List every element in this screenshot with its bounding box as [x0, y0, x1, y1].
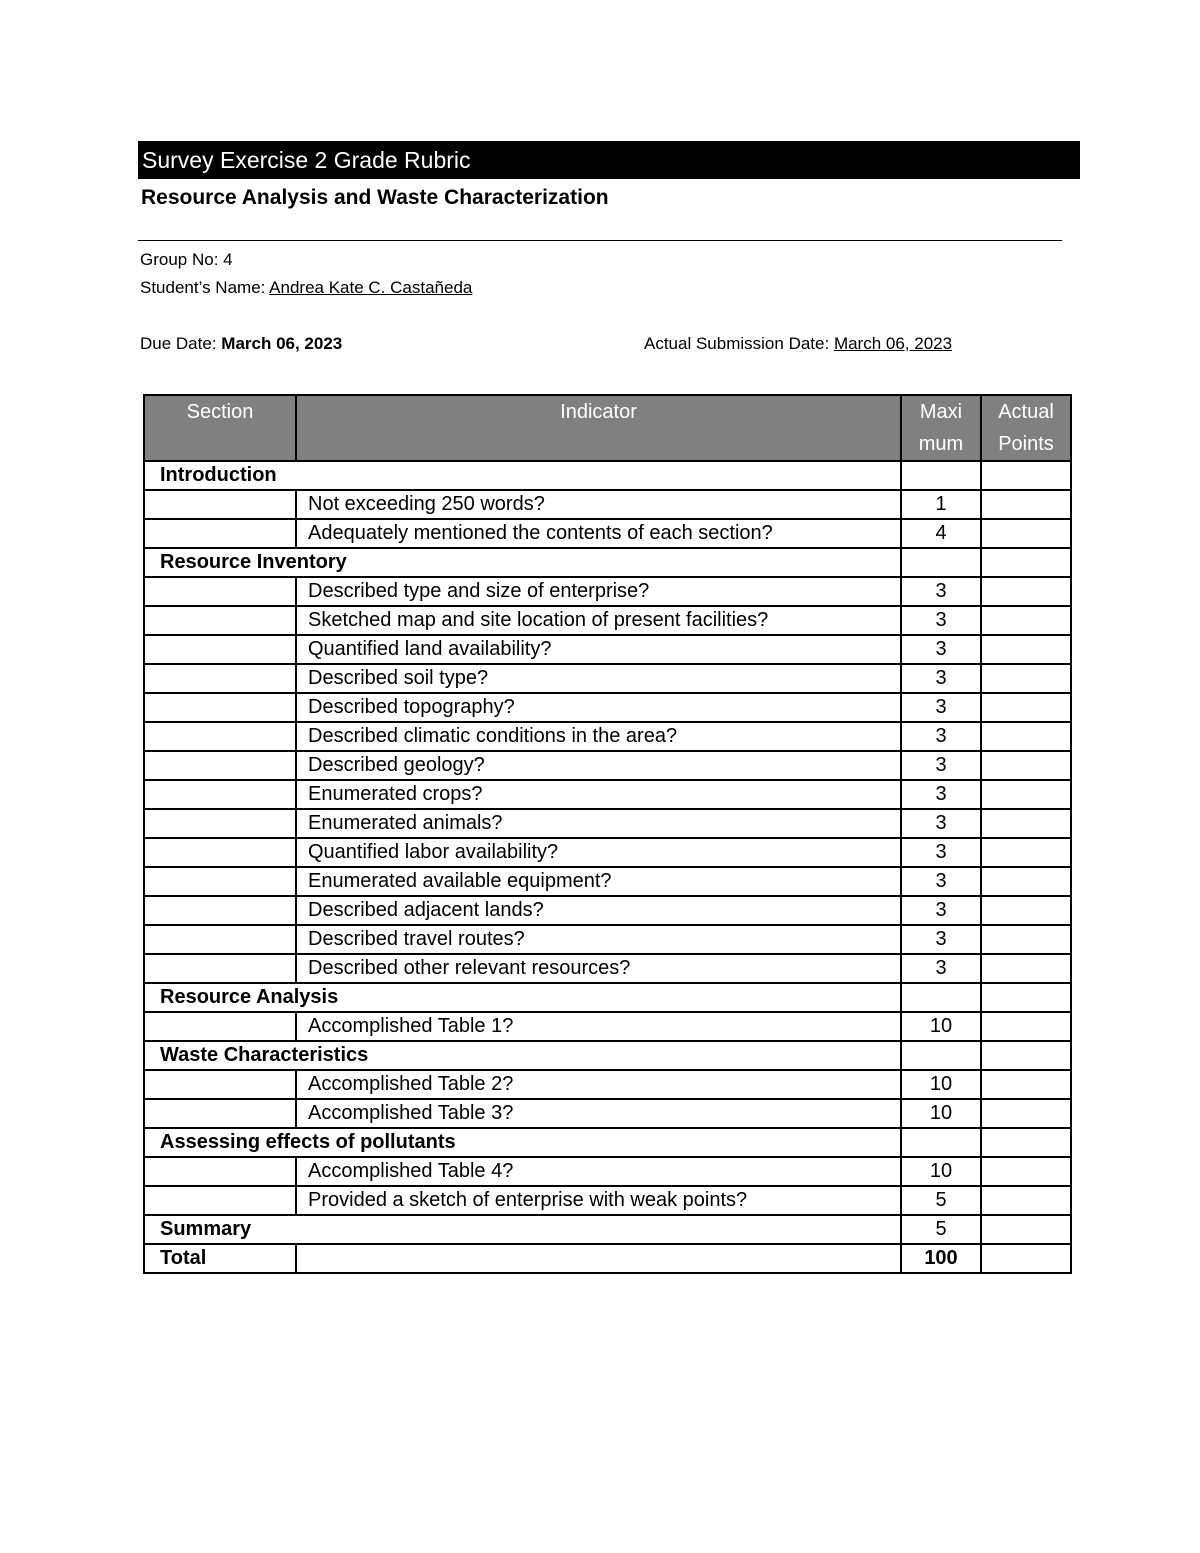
section-row — [144, 548, 1071, 577]
section-name: Resource Inventory — [144, 548, 901, 577]
actual-points-cell — [981, 867, 1071, 896]
actual-points-cell — [981, 1070, 1071, 1099]
maximum-cell — [901, 983, 981, 1012]
section-cell — [144, 838, 296, 867]
indicator-cell: Described climatic conditions in the area? — [296, 722, 901, 751]
indicator-cell: Quantified labor availability? — [296, 838, 901, 867]
table-row — [144, 751, 1071, 780]
maximum-cell — [901, 548, 981, 577]
actual-points-cell — [981, 519, 1071, 548]
maximum-cell: 5 — [901, 1186, 981, 1215]
indicator-cell: Described travel routes? — [296, 925, 901, 954]
actual-points-cell — [981, 1099, 1071, 1128]
student-name-label: Student’s Name: — [140, 278, 266, 297]
section-name: Waste Characteristics — [144, 1041, 901, 1070]
indicator-cell: Adequately mentioned the contents of each section? — [296, 519, 901, 548]
actual-points-cell — [981, 1186, 1071, 1215]
document-subtitle: Resource Analysis and Waste Characterization — [141, 186, 609, 209]
actual-points-cell — [981, 490, 1071, 519]
indicator-cell: Provided a sketch of enterprise with weak points? — [296, 1186, 901, 1215]
maximum-cell: 3 — [901, 838, 981, 867]
table-row — [144, 896, 1071, 925]
indicator-cell: Described type and size of enterprise? — [296, 577, 901, 606]
rubric-body — [144, 461, 1071, 1273]
section-cell — [144, 1157, 296, 1186]
summary-row — [144, 1215, 1071, 1244]
table-row — [144, 635, 1071, 664]
table-row — [144, 809, 1071, 838]
indicator-cell: Quantified land availability? — [296, 635, 901, 664]
maximum-cell: 3 — [901, 896, 981, 925]
header-maximum-line2: mum — [918, 433, 964, 455]
maximum-cell: 3 — [901, 867, 981, 896]
maximum-cell: 10 — [901, 1157, 981, 1186]
indicator-cell: Accomplished Table 1? — [296, 1012, 901, 1041]
actual-points-cell — [981, 751, 1071, 780]
actual-points-cell — [981, 1157, 1071, 1186]
actual-points-cell — [981, 1041, 1071, 1070]
total-label: Total — [144, 1244, 296, 1273]
maximum-cell: 3 — [901, 664, 981, 693]
table-row — [144, 954, 1071, 983]
section-cell — [144, 519, 296, 548]
indicator-cell: Not exceeding 250 words? — [296, 490, 901, 519]
document-title: Survey Exercise 2 Grade Rubric — [138, 141, 1080, 179]
actual-points-cell — [981, 809, 1071, 838]
maximum-cell: 3 — [901, 606, 981, 635]
section-row — [144, 983, 1071, 1012]
indicator-cell: Enumerated crops? — [296, 780, 901, 809]
actual-points-cell — [981, 780, 1071, 809]
indicator-cell: Enumerated animals? — [296, 809, 901, 838]
table-row — [144, 606, 1071, 635]
indicator-cell: Enumerated available equipment? — [296, 867, 901, 896]
table-row — [144, 577, 1071, 606]
section-cell — [144, 1099, 296, 1128]
actual-points-cell — [981, 954, 1071, 983]
header-actual-line1: Actual — [998, 401, 1054, 423]
indicator-cell: Described geology? — [296, 751, 901, 780]
indicator-cell — [296, 1244, 901, 1273]
indicator-cell: Accomplished Table 4? — [296, 1157, 901, 1186]
summary-maximum: 5 — [901, 1215, 981, 1244]
actual-points-cell — [981, 983, 1071, 1012]
actual-points-cell — [981, 461, 1071, 490]
section-name: Resource Analysis — [144, 983, 901, 1012]
maximum-cell — [901, 1041, 981, 1070]
maximum-cell: 10 — [901, 1099, 981, 1128]
table-row — [144, 1157, 1071, 1186]
actual-points-cell — [981, 1128, 1071, 1157]
header-actual-line2: Points — [998, 433, 1054, 455]
table-row — [144, 519, 1071, 548]
maximum-cell: 10 — [901, 1012, 981, 1041]
indicator-cell: Described adjacent lands? — [296, 896, 901, 925]
maximum-cell: 3 — [901, 635, 981, 664]
table-row — [144, 1099, 1071, 1128]
section-cell — [144, 635, 296, 664]
maximum-cell: 3 — [901, 751, 981, 780]
total-maximum: 100 — [901, 1244, 981, 1273]
maximum-cell: 3 — [901, 722, 981, 751]
actual-points-cell — [981, 664, 1071, 693]
table-row — [144, 1070, 1071, 1099]
indicator-cell: Accomplished Table 3? — [296, 1099, 901, 1128]
table-header-row — [144, 395, 1071, 461]
section-cell — [144, 867, 296, 896]
maximum-cell: 3 — [901, 809, 981, 838]
student-name-value: Andrea Kate C. Castañeda — [269, 278, 473, 297]
section-name: Introduction — [144, 461, 901, 490]
table-row — [144, 867, 1071, 896]
actual-points-cell — [981, 1215, 1071, 1244]
maximum-cell: 3 — [901, 925, 981, 954]
actual-points-cell — [981, 693, 1071, 722]
section-name: Assessing effects of pollutants — [144, 1128, 901, 1157]
section-cell — [144, 606, 296, 635]
section-cell — [144, 693, 296, 722]
section-row — [144, 461, 1071, 490]
section-cell — [144, 751, 296, 780]
table-row — [144, 722, 1071, 751]
header-maximum-line1: Maxi — [919, 401, 963, 423]
maximum-cell — [901, 461, 981, 490]
table-row — [144, 664, 1071, 693]
due-date-value: March 06, 2023 — [221, 334, 343, 353]
section-cell — [144, 1012, 296, 1041]
table-row — [144, 925, 1071, 954]
section-cell — [144, 896, 296, 925]
section-cell — [144, 490, 296, 519]
section-cell — [144, 780, 296, 809]
section-cell — [144, 722, 296, 751]
section-row — [144, 1041, 1071, 1070]
maximum-cell: 1 — [901, 490, 981, 519]
maximum-cell: 3 — [901, 577, 981, 606]
submission-date-value: March 06, 2023 — [833, 334, 953, 353]
section-cell — [144, 954, 296, 983]
summary-label: Summary — [144, 1215, 901, 1244]
actual-points-cell — [981, 548, 1071, 577]
header-maximum — [901, 395, 981, 461]
group-number-label: Group No: — [140, 250, 219, 269]
table-row — [144, 838, 1071, 867]
submission-date-field — [644, 333, 952, 355]
table-row — [144, 1186, 1071, 1215]
section-cell — [144, 925, 296, 954]
group-number-value: 4 — [223, 250, 233, 269]
section-cell — [144, 1186, 296, 1215]
actual-points-cell — [981, 606, 1071, 635]
maximum-cell: 10 — [901, 1070, 981, 1099]
section-cell — [144, 809, 296, 838]
table-row — [144, 1012, 1071, 1041]
section-row — [144, 1128, 1071, 1157]
section-cell — [144, 577, 296, 606]
maximum-cell: 3 — [901, 693, 981, 722]
table-row — [144, 780, 1071, 809]
actual-points-cell — [981, 635, 1071, 664]
group-number-field — [140, 249, 233, 271]
indicator-cell: Accomplished Table 2? — [296, 1070, 901, 1099]
header-divider — [138, 240, 1062, 241]
indicator-cell: Described topography? — [296, 693, 901, 722]
submission-date-label: Actual Submission Date: — [644, 334, 830, 353]
table-row — [144, 490, 1071, 519]
header-actual-points — [981, 395, 1071, 461]
total-row — [144, 1244, 1071, 1273]
header-section: Section — [144, 395, 296, 461]
actual-points-cell — [981, 1244, 1071, 1273]
due-date-field — [140, 333, 342, 355]
indicator-cell: Sketched map and site location of present facilities? — [296, 606, 901, 635]
section-cell — [144, 664, 296, 693]
actual-points-cell — [981, 577, 1071, 606]
section-cell — [144, 1070, 296, 1099]
maximum-cell: 3 — [901, 780, 981, 809]
indicator-cell: Described soil type? — [296, 664, 901, 693]
indicator-cell: Described other relevant resources? — [296, 954, 901, 983]
maximum-cell: 4 — [901, 519, 981, 548]
maximum-cell — [901, 1128, 981, 1157]
actual-points-cell — [981, 1012, 1071, 1041]
actual-points-cell — [981, 896, 1071, 925]
actual-points-cell — [981, 838, 1071, 867]
student-name-field — [140, 277, 472, 299]
maximum-cell: 3 — [901, 954, 981, 983]
actual-points-cell — [981, 925, 1071, 954]
actual-points-cell — [981, 722, 1071, 751]
header-indicator: Indicator — [296, 395, 901, 461]
table-row — [144, 693, 1071, 722]
rubric-table — [143, 394, 1072, 1274]
due-date-label: Due Date: — [140, 334, 217, 353]
